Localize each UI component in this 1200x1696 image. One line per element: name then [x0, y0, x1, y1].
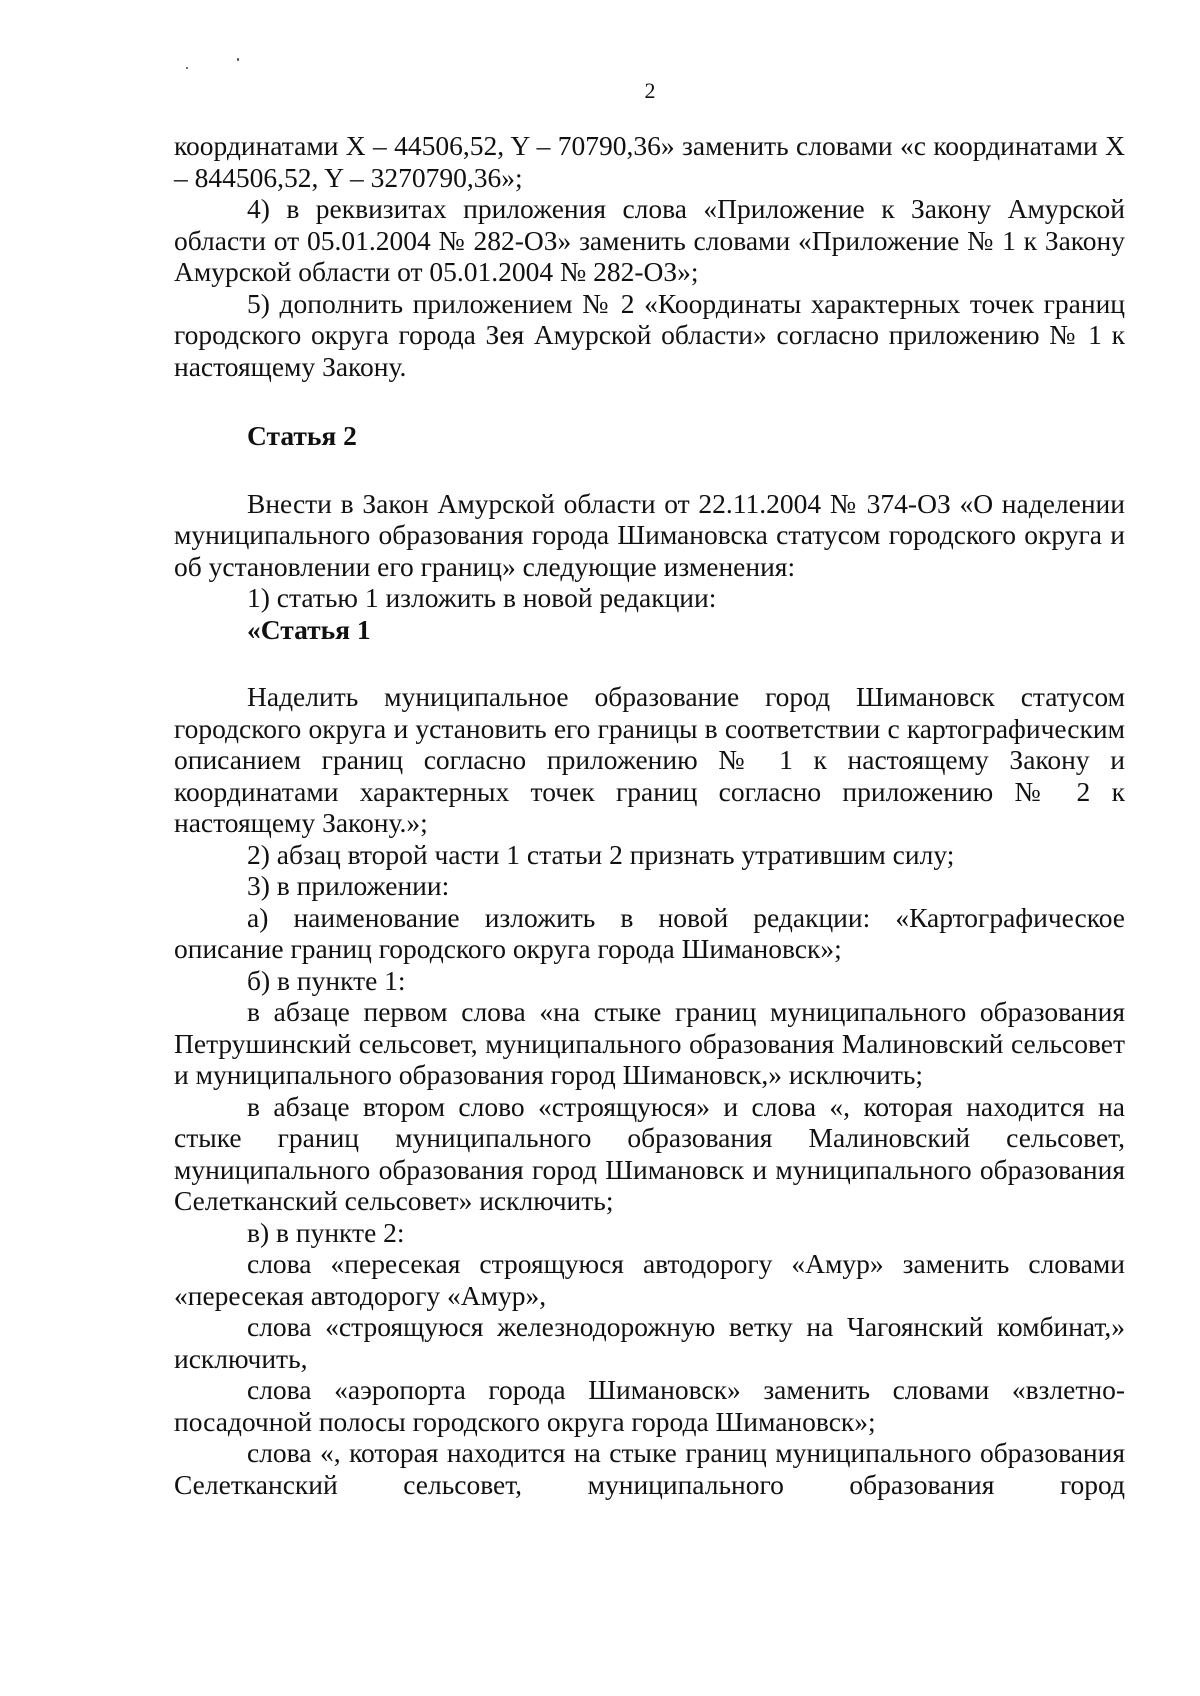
paragraph-second-abzac: в абзаце втором слово «строящуюся» и слова «, которая находится на стыке границ муниципального образования Малиновский сельсовет, муниципального образования город Шимановск и муниципального образования Селетканский сельсовет» исключить;: [174, 1090, 1125, 1216]
page-number: 2: [644, 78, 656, 103]
paragraph-item-b: б) в пункте 1:: [247, 964, 406, 996]
paragraph-item-a: а) наименование изложить в новой редакции: «Картографическое описание границ городского округа города Шимановск»;: [174, 901, 1125, 964]
article-1-heading: «Статья 1: [247, 613, 371, 645]
paragraph-item-4: 4) в реквизитах приложения слова «Приложение к Закону Амурской области от 05.01.2004 № 282-ОЗ» заменить словами «Приложение № 1 к Закону Амурской области от 05.01.2004 № 282-ОЗ»;: [174, 193, 1125, 287]
paragraph-words-airport: слова «аэропорта города Шимановск» заменить словами «взлетно-посадочной полосы городского округа города Шимановск»;: [174, 1374, 1125, 1437]
article-1-text: Наделить муниципальное образование город Шимановск статусом городского округа и установить его границы в соответствии с картографическим описанием границ согласно приложению № 1 к настоящему Закону и координатами характерных точек границ согласно приложению № 2 к настоящему Закону.»;: [174, 681, 1125, 838]
spacer: [174, 382, 1125, 420]
article-2-heading: Статья 2: [247, 420, 357, 451]
paragraph-item-v: в) в пункте 2:: [247, 1216, 405, 1248]
paragraph-words-junction: слова «, которая находится на стыке границ муниципального образования Селетканский сельсовет, муниципального образования город: [174, 1437, 1125, 1500]
scan-specks: [182, 58, 242, 78]
paragraph-coordinates: координатами X – 44506,52, Y – 70790,36» заменить словами «с координатами X – 844506,52, Y – 3270790,36»;: [174, 130, 1125, 193]
paragraph-item-3: 3) в приложении:: [247, 870, 450, 901]
scan-speck: [237, 58, 239, 61]
scan-speck: [186, 67, 188, 69]
spacer: [174, 452, 1125, 488]
paragraph-item-2: 2) абзац второй части 1 статьи 2 признать утратившим силу;: [247, 838, 955, 870]
paragraph-words-railway: слова «строящуюся железнодорожную ветку на Чагоянский комбинат,» исключить,: [174, 1311, 1125, 1374]
article-2-intro: Внести в Закон Амурской области от 22.11.2004 № 374-ОЗ «О наделении муниципального образования города Шимановска статусом городского округа и об установлении его границ» следующие изменения:: [174, 487, 1125, 582]
paragraph-words-road: слова «пересекая строящуюся автодорогу «Амур» заменить словами «пересекая автодорогу «Амур»,: [174, 1248, 1125, 1311]
paragraph-item-5: 5) дополнить приложением № 2 «Координаты характерных точек границ городского округа города Зея Амурской области» согласно приложению № 1 к настоящему Закону.: [174, 287, 1125, 382]
paragraph-first-abzac: в абзаце первом слова «на стыке границ муниципального образования Петрушинский сельсовет, муниципального образования Малиновский сельсовет и муниципального образования город Шимановск,» исключить;: [174, 996, 1125, 1090]
document-body: [174, 130, 1125, 1500]
paragraph-item-1: 1) статью 1 изложить в новой редакции:: [247, 582, 717, 613]
spacer: [174, 645, 1125, 681]
